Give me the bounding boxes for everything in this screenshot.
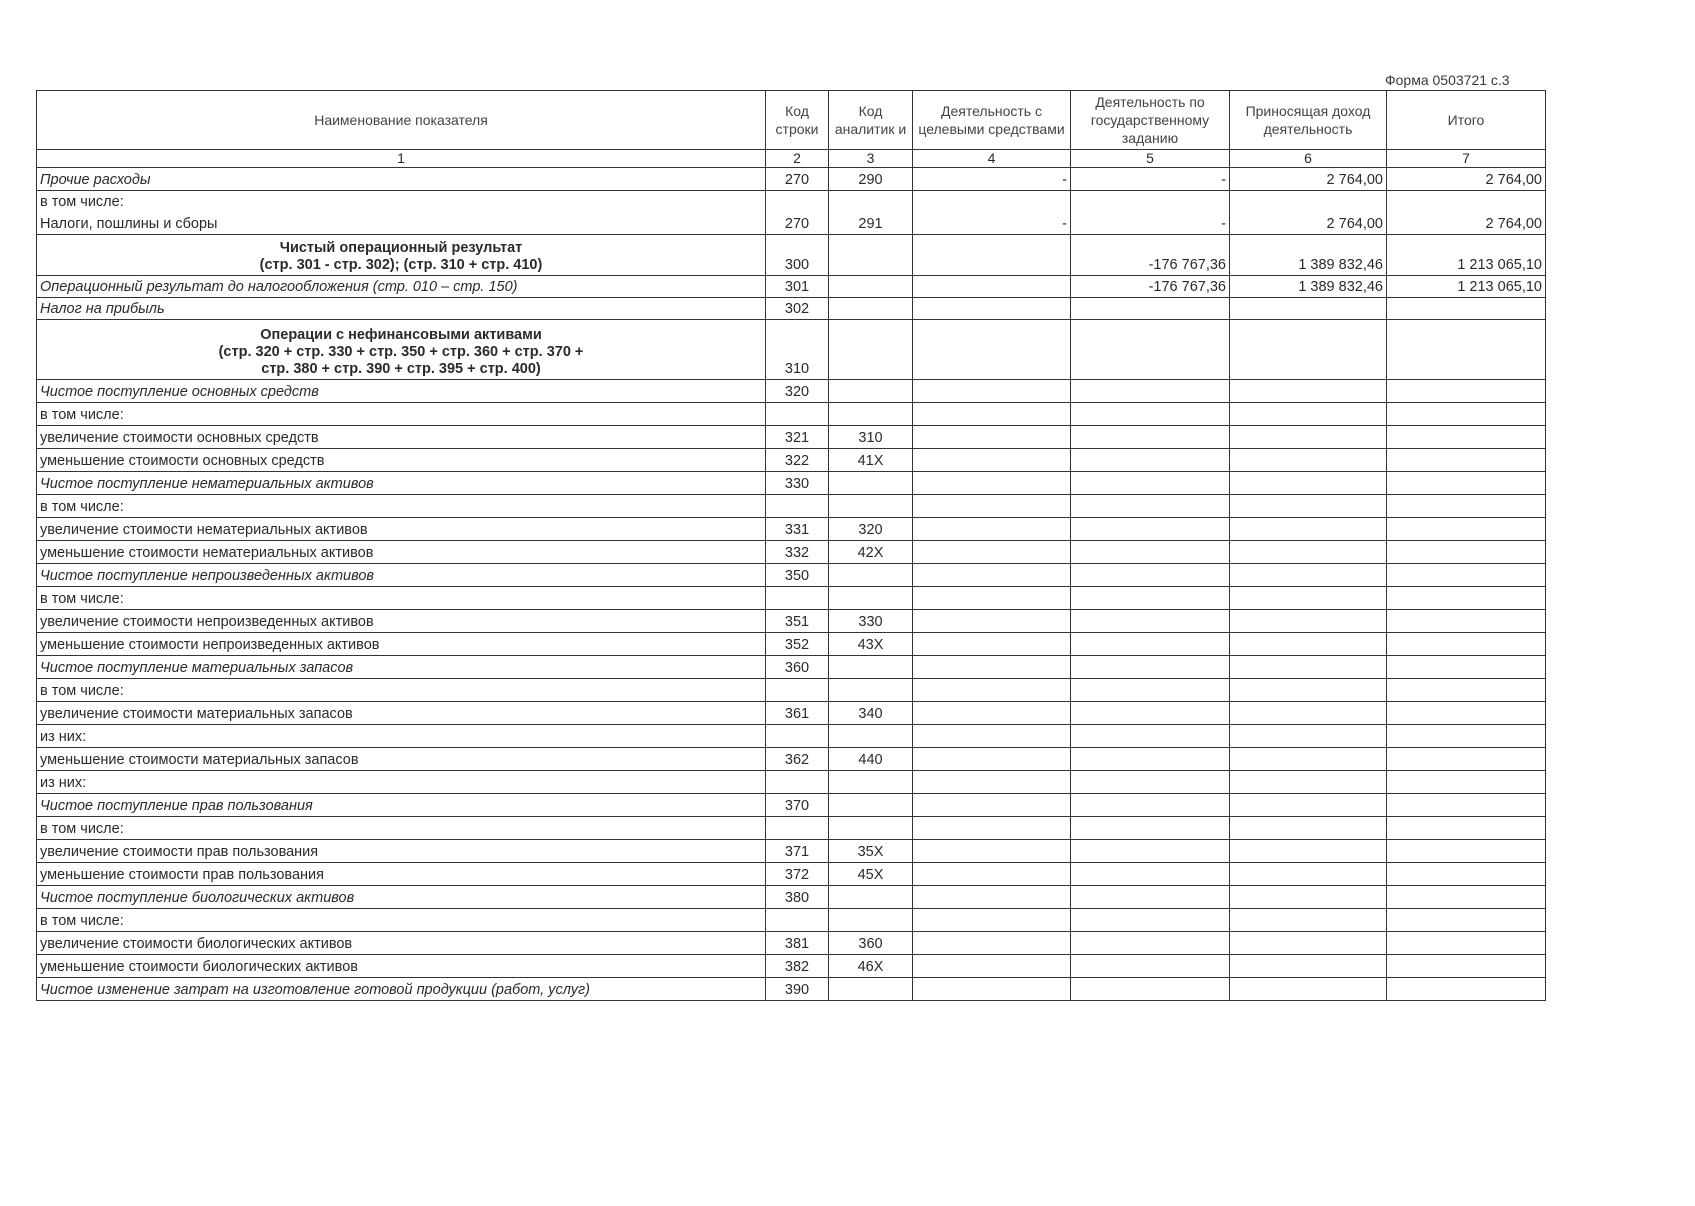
row-value-col7 [1387,587,1546,610]
row-value-col5 [1071,320,1230,380]
row-value-col6 [1230,978,1387,1001]
row-analytic-code: 320 [829,518,913,541]
row-line-code [766,679,829,702]
row-line-code: 330 [766,472,829,495]
row-analytic-code: 310 [829,426,913,449]
row-line-code: 360 [766,656,829,679]
table-row [37,794,1546,817]
row-value-col4 [913,817,1071,840]
row-value-col5 [1071,725,1230,748]
row-name: увеличение стоимости нематериальных активов [37,518,766,541]
table-row [37,909,1546,932]
table-row [37,403,1546,426]
row-value-col7 [1387,541,1546,564]
row-analytic-code [829,656,913,679]
row-value-col6 [1230,725,1387,748]
row-name: Налог на прибыль [37,298,766,320]
table-row [37,955,1546,978]
row-value-col4 [913,235,1071,276]
row-value-col4 [913,978,1071,1001]
row-value-col5 [1071,610,1230,633]
row-name: уменьшение стоимости основных средств [37,449,766,472]
header-row [37,91,1546,150]
row-line-code: 321 [766,426,829,449]
header-name: Наименование показателя [37,91,766,150]
row-formula: стр. 380 + стр. 390 + стр. 395 + стр. 400) [261,361,541,377]
table-row [37,564,1546,587]
row-value-col7 [1387,320,1546,380]
row-value-col7: 2 764,00 [1387,168,1546,191]
row-value-col4 [913,541,1071,564]
row-value-col6 [1230,380,1387,403]
table-row [37,276,1546,298]
row-value-col4 [913,909,1071,932]
row-value-col5 [1071,495,1230,518]
row-value-col4 [913,863,1071,886]
row-value-col5: - [1071,212,1230,235]
row-analytic-code [829,886,913,909]
row-name: в том числе: [37,909,766,932]
row-value-col7 [1387,656,1546,679]
row-value-col6 [1230,909,1387,932]
row-value-col5 [1071,656,1230,679]
row-value-col5 [1071,541,1230,564]
row-value-col6 [1230,403,1387,426]
row-value-col5 [1071,886,1230,909]
row-title: Операции с нефинансовыми активами [260,327,542,343]
table-row [37,702,1546,725]
row-value-col5 [1071,794,1230,817]
row-analytic-code: 41Х [829,449,913,472]
row-name: увеличение стоимости прав пользования [37,840,766,863]
row-line-code: 361 [766,702,829,725]
row-value-col7 [1387,426,1546,449]
row-name: в том числе: [37,403,766,426]
row-line-code: 302 [766,298,829,320]
row-value-col4 [913,794,1071,817]
row-value-col4 [913,495,1071,518]
row-analytic-code [829,235,913,276]
row-analytic-code [829,817,913,840]
row-value-col4 [913,955,1071,978]
row-value-col5 [1071,587,1230,610]
row-analytic-code [829,794,913,817]
table-row [37,817,1546,840]
row-analytic-code: 330 [829,610,913,633]
row-line-code: 370 [766,794,829,817]
row-line-code: 352 [766,633,829,656]
column-number: 6 [1230,150,1387,168]
table-row [37,298,1546,320]
header-state-task: Деятельность по государственному заданию [1071,91,1230,150]
row-value-col5 [1071,771,1230,794]
row-value-col4 [913,320,1071,380]
row-value-col7 [1387,955,1546,978]
row-name: Чистое поступление непроизведенных активов [37,564,766,587]
row-value-col6 [1230,656,1387,679]
row-value-col5 [1071,518,1230,541]
row-value-col5 [1071,298,1230,320]
row-value-col5 [1071,817,1230,840]
row-analytic-code [829,191,913,213]
row-name: в том числе: [37,191,766,213]
row-name: увеличение стоимости основных средств [37,426,766,449]
row-value-col7 [1387,610,1546,633]
table-row [37,978,1546,1001]
table-row [37,541,1546,564]
row-value-col5: -176 767,36 [1071,235,1230,276]
row-line-code [766,817,829,840]
row-name [37,320,766,380]
row-value-col7 [1387,380,1546,403]
row-analytic-code [829,725,913,748]
row-analytic-code [829,495,913,518]
row-value-col7 [1387,794,1546,817]
table-row [37,320,1546,380]
row-value-col4 [913,771,1071,794]
row-value-col7 [1387,702,1546,725]
row-value-col4 [913,610,1071,633]
row-value-col6 [1230,541,1387,564]
header-code-analytic: Код аналитик и [829,91,913,150]
row-value-col4 [913,679,1071,702]
row-value-col5 [1071,909,1230,932]
row-value-col5 [1071,633,1230,656]
table-row [37,587,1546,610]
row-line-code: 301 [766,276,829,298]
row-analytic-code [829,587,913,610]
row-value-col7 [1387,298,1546,320]
row-value-col6 [1230,702,1387,725]
row-name: в том числе: [37,817,766,840]
row-analytic-code: 291 [829,212,913,235]
row-value-col6 [1230,191,1387,213]
asset-rows [37,380,1546,1001]
row-name: в том числе: [37,679,766,702]
row-analytic-code: 360 [829,932,913,955]
row-value-col7: 1 213 065,10 [1387,276,1546,298]
row-value-col4 [913,380,1071,403]
row-value-col6: 2 764,00 [1230,212,1387,235]
table-row [37,426,1546,449]
row-value-col4 [913,725,1071,748]
row-value-col6 [1230,771,1387,794]
row-analytic-code [829,679,913,702]
row-name [37,235,766,276]
row-value-col7 [1387,909,1546,932]
row-line-code: 322 [766,449,829,472]
table-row [37,610,1546,633]
row-value-col6 [1230,495,1387,518]
row-name: Чистое поступление основных средств [37,380,766,403]
row-title: Чистый операционный результат [279,240,523,256]
row-analytic-code: 45Х [829,863,913,886]
row-name: Налоги, пошлины и сборы [37,212,766,235]
row-line-code [766,725,829,748]
row-line-code: 380 [766,886,829,909]
column-number: 2 [766,150,829,168]
row-value-col7 [1387,472,1546,495]
column-number: 5 [1071,150,1230,168]
column-number: 3 [829,150,913,168]
row-name: уменьшение стоимости нематериальных активов [37,541,766,564]
row-value-col5 [1071,380,1230,403]
row-value-col4: - [913,212,1071,235]
table-row [37,748,1546,771]
row-analytic-code: 290 [829,168,913,191]
row-value-col4: - [913,168,1071,191]
row-name: Операционный результат до налогообложения (стр. 010 – стр. 150) [37,276,766,298]
row-line-code [766,587,829,610]
row-value-col5: - [1071,168,1230,191]
header-code-line: Код строки [766,91,829,150]
report-table [36,90,1546,1001]
row-line-code: 270 [766,168,829,191]
row-value-col5 [1071,978,1230,1001]
row-value-col6 [1230,886,1387,909]
row-name: увеличение стоимости непроизведенных активов [37,610,766,633]
row-line-code: 382 [766,955,829,978]
row-value-col4 [913,472,1071,495]
row-analytic-code [829,909,913,932]
row-value-col7 [1387,449,1546,472]
row-value-col6 [1230,955,1387,978]
row-analytic-code [829,276,913,298]
row-line-code: 331 [766,518,829,541]
row-value-col7 [1387,403,1546,426]
row-value-col7 [1387,886,1546,909]
row-name: Чистое поступление биологических активов [37,886,766,909]
row-value-col4 [913,932,1071,955]
row-name: Чистое поступление нематериальных активов [37,472,766,495]
row-value-col5 [1071,840,1230,863]
row-name: уменьшение стоимости материальных запасов [37,748,766,771]
row-value-col6 [1230,840,1387,863]
row-value-col5 [1071,932,1230,955]
row-value-col6 [1230,587,1387,610]
row-value-col7 [1387,863,1546,886]
row-name: Чистое поступление прав пользования [37,794,766,817]
row-value-col4 [913,633,1071,656]
table-row [37,679,1546,702]
row-value-col6 [1230,298,1387,320]
table-row [37,656,1546,679]
row-formula: (стр. 301 - стр. 302); (стр. 310 + стр. 410) [259,257,543,273]
row-analytic-code: 43Х [829,633,913,656]
row-value-col6 [1230,794,1387,817]
row-analytic-code: 42Х [829,541,913,564]
row-value-col5 [1071,679,1230,702]
row-value-col5 [1071,191,1230,213]
table-row [37,449,1546,472]
table-row [37,932,1546,955]
row-value-col7 [1387,518,1546,541]
row-name: в том числе: [37,495,766,518]
table-row [37,633,1546,656]
table-row [37,840,1546,863]
row-value-col4 [913,191,1071,213]
row-analytic-code: 440 [829,748,913,771]
row-line-code [766,909,829,932]
row-line-code: 372 [766,863,829,886]
table-row [37,472,1546,495]
table-row [37,863,1546,886]
column-number: 7 [1387,150,1546,168]
row-value-col6: 1 389 832,46 [1230,235,1387,276]
row-analytic-code [829,403,913,426]
row-name: Чистое изменение затрат на изготовление готовой продукции (работ, услуг) [37,978,766,1001]
row-line-code [766,403,829,426]
row-formula: (стр. 320 + стр. 330 + стр. 350 + стр. 360 + стр. 370 + [218,344,584,360]
row-value-col4 [913,426,1071,449]
row-value-col7 [1387,978,1546,1001]
row-value-col5 [1071,403,1230,426]
row-value-col4 [913,748,1071,771]
column-numbers-row [37,150,1546,168]
row-value-col4 [913,564,1071,587]
row-name: Чистое поступление материальных запасов [37,656,766,679]
row-value-col4 [913,403,1071,426]
row-value-col7 [1387,679,1546,702]
form-label: Форма 0503721 с.3 [1385,72,1510,88]
row-value-col6 [1230,610,1387,633]
row-name: из них: [37,725,766,748]
row-line-code [766,191,829,213]
row-value-col4 [913,886,1071,909]
row-value-col7 [1387,771,1546,794]
row-value-col6 [1230,863,1387,886]
row-analytic-code: 35Х [829,840,913,863]
row-value-col4 [913,276,1071,298]
row-value-col6 [1230,679,1387,702]
row-value-col6 [1230,748,1387,771]
row-value-col5 [1071,863,1230,886]
row-value-col7 [1387,495,1546,518]
row-value-col7 [1387,564,1546,587]
row-analytic-code [829,320,913,380]
row-value-col5 [1071,426,1230,449]
row-value-col4 [913,298,1071,320]
row-value-col7 [1387,748,1546,771]
row-line-code: 351 [766,610,829,633]
row-line-code: 310 [766,320,829,380]
table-row [37,495,1546,518]
table-row [37,380,1546,403]
row-value-col5 [1071,955,1230,978]
row-line-code: 390 [766,978,829,1001]
row-analytic-code [829,771,913,794]
row-name: увеличение стоимости материальных запасов [37,702,766,725]
row-name: увеличение стоимости биологических активов [37,932,766,955]
row-name: из них: [37,771,766,794]
row-line-code: 320 [766,380,829,403]
row-name: уменьшение стоимости непроизведенных активов [37,633,766,656]
row-value-col5 [1071,748,1230,771]
row-value-col4 [913,518,1071,541]
table-row [37,235,1546,276]
header-income-activity: Приносящая доход деятельность [1230,91,1387,150]
row-name: уменьшение стоимости прав пользования [37,863,766,886]
row-value-col6: 2 764,00 [1230,168,1387,191]
row-value-col5: -176 767,36 [1071,276,1230,298]
row-line-code [766,771,829,794]
row-name: Прочие расходы [37,168,766,191]
header-total: Итого [1387,91,1546,150]
row-value-col7 [1387,932,1546,955]
row-value-col6 [1230,449,1387,472]
row-analytic-code [829,380,913,403]
table-row [37,191,1546,213]
row-value-col7 [1387,191,1546,213]
row-analytic-code [829,472,913,495]
table-row [37,212,1546,235]
row-value-col7: 2 764,00 [1387,212,1546,235]
row-analytic-code: 46Х [829,955,913,978]
row-value-col6 [1230,518,1387,541]
row-line-code: 350 [766,564,829,587]
row-value-col7 [1387,725,1546,748]
row-value-col4 [913,702,1071,725]
row-line-code [766,495,829,518]
column-number: 1 [37,150,766,168]
row-value-col5 [1071,449,1230,472]
row-value-col4 [913,449,1071,472]
row-value-col6 [1230,320,1387,380]
row-value-col7 [1387,840,1546,863]
table-row [37,771,1546,794]
row-analytic-code [829,978,913,1001]
row-value-col6 [1230,633,1387,656]
row-value-col6 [1230,817,1387,840]
row-value-col6: 1 389 832,46 [1230,276,1387,298]
row-value-col6 [1230,564,1387,587]
column-number: 4 [913,150,1071,168]
table-row [37,886,1546,909]
row-value-col6 [1230,932,1387,955]
table-row [37,518,1546,541]
row-value-col4 [913,587,1071,610]
row-value-col6 [1230,472,1387,495]
row-value-col7 [1387,633,1546,656]
row-line-code: 371 [766,840,829,863]
row-value-col4 [913,656,1071,679]
row-line-code: 381 [766,932,829,955]
table-row [37,168,1546,191]
row-value-col6 [1230,426,1387,449]
row-value-col5 [1071,472,1230,495]
row-line-code: 332 [766,541,829,564]
row-analytic-code [829,564,913,587]
row-value-col5 [1071,702,1230,725]
row-name: уменьшение стоимости биологических активов [37,955,766,978]
row-value-col4 [913,840,1071,863]
row-value-col5 [1071,564,1230,587]
header-target-funds: Деятельность с целевыми средствами [913,91,1071,150]
row-line-code: 300 [766,235,829,276]
row-value-col7 [1387,817,1546,840]
row-line-code: 362 [766,748,829,771]
row-line-code: 270 [766,212,829,235]
row-analytic-code [829,298,913,320]
row-value-col7: 1 213 065,10 [1387,235,1546,276]
row-name: в том числе: [37,587,766,610]
row-analytic-code: 340 [829,702,913,725]
table-row [37,725,1546,748]
